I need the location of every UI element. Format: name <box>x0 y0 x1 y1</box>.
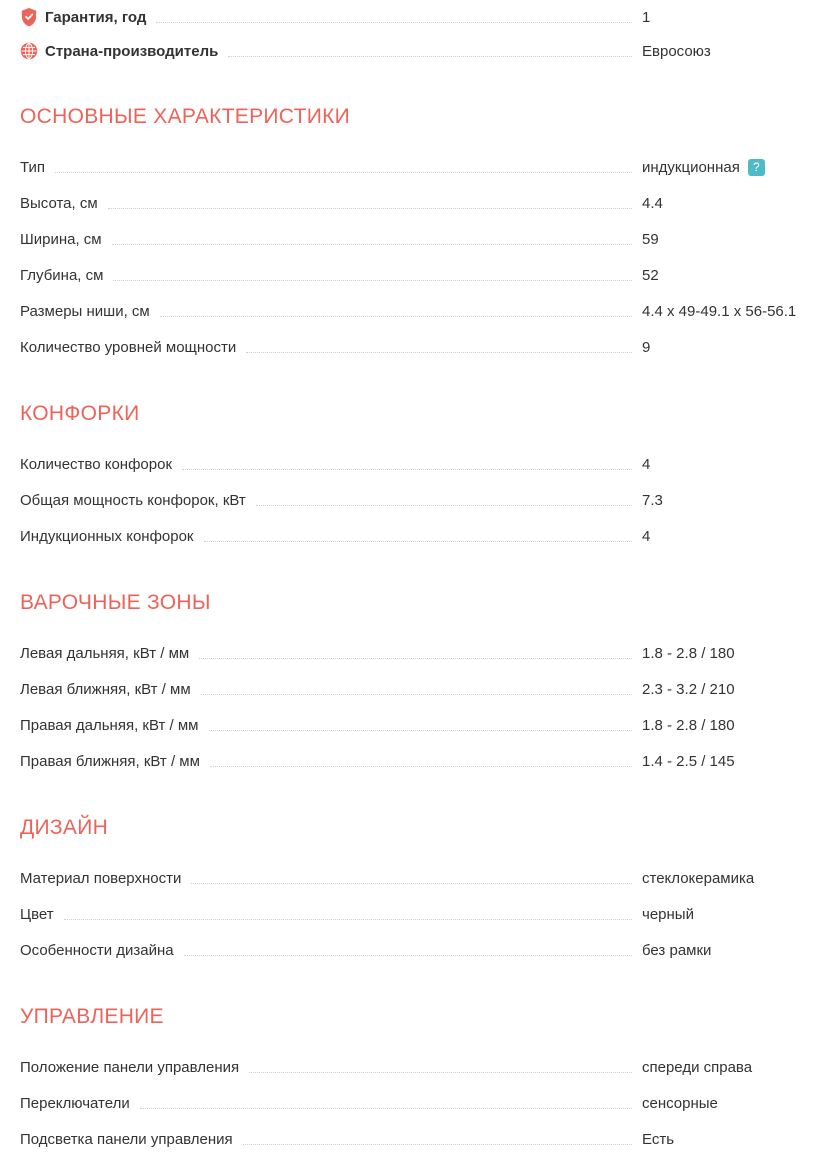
spec-row-panel-position <box>20 1049 803 1085</box>
spec-label: Количество конфорок <box>20 455 173 473</box>
spec-value: 4 <box>642 455 651 473</box>
globe-icon <box>20 41 38 61</box>
spec-label: Положение панели управления <box>20 1058 240 1076</box>
spec-value: черный <box>642 905 694 923</box>
spec-label: Левая ближняя, кВт / мм <box>20 680 191 698</box>
spec-row-depth <box>20 257 803 293</box>
leader-line <box>209 730 633 731</box>
spec-label: Правая дальняя, кВт / мм <box>20 716 199 734</box>
spec-row-niche-size <box>20 293 803 329</box>
leader-line <box>64 919 632 920</box>
help-icon[interactable]: ? <box>748 159 765 176</box>
spec-row-width <box>20 221 803 257</box>
spec-value: 7.3 <box>642 491 663 509</box>
leader-line <box>140 1108 632 1109</box>
section-design <box>20 816 803 968</box>
section-title: УПРАВЛЕНИЕ <box>20 1005 164 1028</box>
leader-line <box>249 1072 632 1073</box>
section-main-characteristics <box>20 105 803 365</box>
section-title: КОНФОРКИ <box>20 402 140 425</box>
leader-line <box>228 56 632 57</box>
leader-line <box>199 658 632 659</box>
spec-label: Особенности дизайна <box>20 941 174 959</box>
spec-row-warranty <box>20 0 803 34</box>
leader-line <box>204 541 633 542</box>
spec-row-surface-material <box>20 860 803 896</box>
spec-row-burner-count <box>20 446 803 482</box>
spec-value: 1.8 - 2.8 / 180 <box>642 644 735 662</box>
spec-label: Цвет <box>20 905 54 923</box>
spec-row-color <box>20 896 803 932</box>
leader-line <box>191 883 632 884</box>
spec-value: стеклокерамика <box>642 869 755 887</box>
spec-label: Страна-производитель <box>45 42 219 60</box>
spec-label: Тип <box>20 158 46 176</box>
spec-row-panel-backlight <box>20 1121 803 1157</box>
spec-label: Количество уровней мощности <box>20 338 237 356</box>
leader-line <box>243 1144 632 1145</box>
spec-label: Материал поверхности <box>20 869 182 887</box>
spec-label: Подсветка панели управления <box>20 1130 233 1148</box>
spec-row-right-rear <box>20 707 803 743</box>
leader-line <box>182 469 632 470</box>
spec-label: Ширина, см <box>20 230 102 248</box>
leader-line <box>55 172 632 173</box>
spec-row-switches <box>20 1085 803 1121</box>
spec-row-type <box>20 149 803 185</box>
spec-value: 2.3 - 3.2 / 210 <box>642 680 735 698</box>
section-burners <box>20 402 803 554</box>
spec-value-cell <box>642 159 803 176</box>
leader-line <box>201 694 632 695</box>
section-control <box>20 1005 803 1157</box>
spec-label: Левая дальняя, кВт / мм <box>20 644 190 662</box>
spec-value: сенсорные <box>642 1094 718 1112</box>
spec-row-left-rear <box>20 635 803 671</box>
spec-value: индукционная <box>642 158 740 176</box>
spec-row-induction-burners <box>20 518 803 554</box>
spec-label: Переключатели <box>20 1094 130 1112</box>
spec-value: 4 <box>642 527 651 545</box>
spec-value: Есть <box>642 1130 675 1148</box>
top-spec-list <box>20 0 803 68</box>
spec-row-power-levels <box>20 329 803 365</box>
spec-value: 4.4 <box>642 194 663 212</box>
spec-label: Высота, см <box>20 194 98 212</box>
spec-label: Размеры ниши, см <box>20 302 150 320</box>
shield-check-icon <box>20 7 38 27</box>
section-title: ВАРОЧНЫЕ ЗОНЫ <box>20 591 211 614</box>
section-title: ОСНОВНЫЕ ХАРАКТЕРИСТИКИ <box>20 105 351 128</box>
spec-row-total-power <box>20 482 803 518</box>
spec-row-height <box>20 185 803 221</box>
spec-value: без рамки <box>642 941 712 959</box>
leader-line <box>184 955 632 956</box>
spec-value: 9 <box>642 338 651 356</box>
spec-label: Общая мощность конфорок, кВт <box>20 491 246 509</box>
spec-value: 59 <box>642 230 659 248</box>
spec-value: 4.4 x 49-49.1 x 56-56.1 <box>642 302 797 320</box>
spec-label: Глубина, см <box>20 266 104 284</box>
spec-value: Евросоюз <box>642 42 711 60</box>
spec-label: Индукционных конфорок <box>20 527 194 545</box>
spec-value: 52 <box>642 266 659 284</box>
leader-line <box>210 766 632 767</box>
spec-row-left-front <box>20 671 803 707</box>
spec-row-country <box>20 34 803 68</box>
leader-line <box>256 505 632 506</box>
leader-line <box>156 22 632 23</box>
leader-line <box>108 208 632 209</box>
spec-row-right-front <box>20 743 803 779</box>
spec-row-design-features <box>20 932 803 968</box>
leader-line <box>112 244 632 245</box>
spec-value: 1 <box>642 8 651 26</box>
leader-line <box>246 352 632 353</box>
spec-label: Правая ближняя, кВт / мм <box>20 752 200 770</box>
section-cooking-zones <box>20 591 803 779</box>
section-title: ДИЗАЙН <box>20 816 109 839</box>
spec-value: спереди справа <box>642 1058 753 1076</box>
spec-label: Гарантия, год <box>45 8 147 26</box>
spec-value: 1.8 - 2.8 / 180 <box>642 716 735 734</box>
leader-line <box>160 316 632 317</box>
spec-value: 1.4 - 2.5 / 145 <box>642 752 735 770</box>
leader-line <box>113 280 632 281</box>
